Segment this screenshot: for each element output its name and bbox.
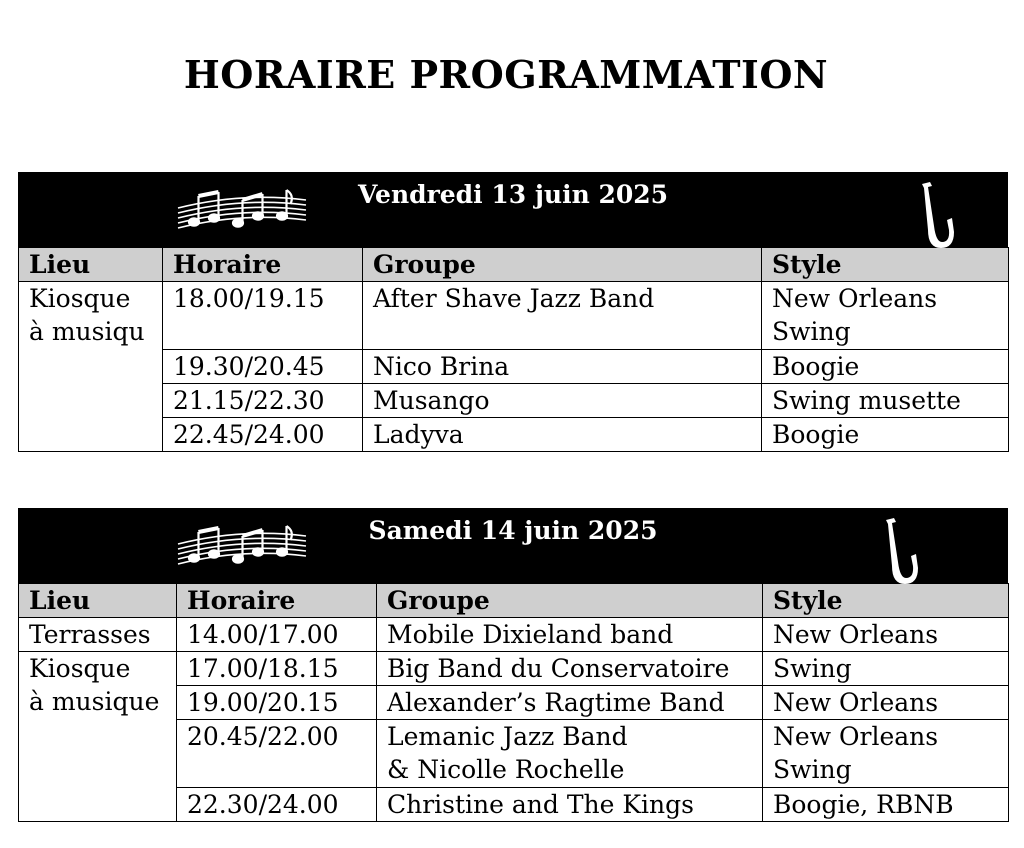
date-banner [18, 172, 1008, 247]
style-cell: Boogie [762, 418, 1009, 452]
time-cell: 20.45/22.00 [177, 720, 377, 788]
table-row [19, 350, 1009, 384]
column-header-lieu: Lieu [19, 248, 163, 282]
column-header-horaire: Horaire [163, 248, 363, 282]
column-header-style: Style [762, 248, 1009, 282]
column-header-style: Style [763, 584, 1009, 618]
style-cell [762, 282, 1009, 350]
band-cell: Nico Brina [363, 350, 762, 384]
band-cell: Musango [363, 384, 762, 418]
table-row [19, 652, 1009, 686]
saxophone-icon [916, 180, 956, 250]
column-header-lieu: Lieu [19, 584, 177, 618]
time-cell: 14.00/17.00 [177, 618, 377, 652]
band-cell: Christine and The Kings [377, 788, 763, 822]
style-cell: New Orleans [763, 618, 1009, 652]
style-name: Swing [772, 317, 851, 346]
venue-cell [19, 652, 177, 822]
venue-cell: Terrasses [19, 618, 177, 652]
style-name: Swing [773, 755, 852, 784]
venue-cell [19, 282, 163, 452]
table-row [19, 418, 1009, 452]
style-name: New Orleans [772, 284, 938, 313]
table-header-row [19, 248, 1009, 282]
time-cell: 18.00/19.15 [163, 282, 363, 350]
band-name: & Nicolle Rochelle [387, 755, 625, 784]
band-cell [377, 720, 763, 788]
venue-name: à musique [29, 687, 160, 716]
style-name: New Orleans [773, 722, 939, 751]
column-header-groupe: Groupe [377, 584, 763, 618]
style-cell: Swing [763, 652, 1009, 686]
saxophone-icon [880, 516, 920, 586]
saturday-schedule [18, 508, 1008, 822]
time-cell: 22.30/24.00 [177, 788, 377, 822]
time-cell: 19.00/20.15 [177, 686, 377, 720]
time-cell: 17.00/18.15 [177, 652, 377, 686]
style-cell: New Orleans [763, 686, 1009, 720]
schedule-table [18, 247, 1009, 452]
column-header-horaire: Horaire [177, 584, 377, 618]
band-cell: Ladyva [363, 418, 762, 452]
column-header-groupe: Groupe [363, 248, 762, 282]
style-cell [763, 720, 1009, 788]
schedule-table [18, 583, 1009, 822]
table-row [19, 384, 1009, 418]
venue-name: à musiqu [29, 317, 145, 346]
time-cell: 19.30/20.45 [163, 350, 363, 384]
style-cell: Swing musette [762, 384, 1009, 418]
page-title: HORAIRE PROGRAMMATION [183, 52, 829, 97]
band-cell: Alexander’s Ragtime Band [377, 686, 763, 720]
table-header-row [19, 584, 1009, 618]
band-cell: Mobile Dixieland band [377, 618, 763, 652]
band-cell: Big Band du Conservatoire [377, 652, 763, 686]
style-cell: Boogie, RBNB [763, 788, 1009, 822]
time-cell: 22.45/24.00 [163, 418, 363, 452]
band-name: Lemanic Jazz Band [387, 722, 628, 751]
style-cell: Boogie [762, 350, 1009, 384]
band-cell: After Shave Jazz Band [363, 282, 762, 350]
event-date: Samedi 14 juin 2025 [368, 516, 658, 545]
date-banner [18, 508, 1008, 583]
table-row [19, 618, 1009, 652]
time-cell: 21.15/22.30 [163, 384, 363, 418]
table-row [19, 282, 1009, 350]
friday-schedule [18, 172, 1008, 452]
venue-name: Kiosque [29, 654, 131, 683]
venue-name: Kiosque [29, 284, 131, 313]
event-date: Vendredi 13 juin 2025 [357, 180, 669, 209]
